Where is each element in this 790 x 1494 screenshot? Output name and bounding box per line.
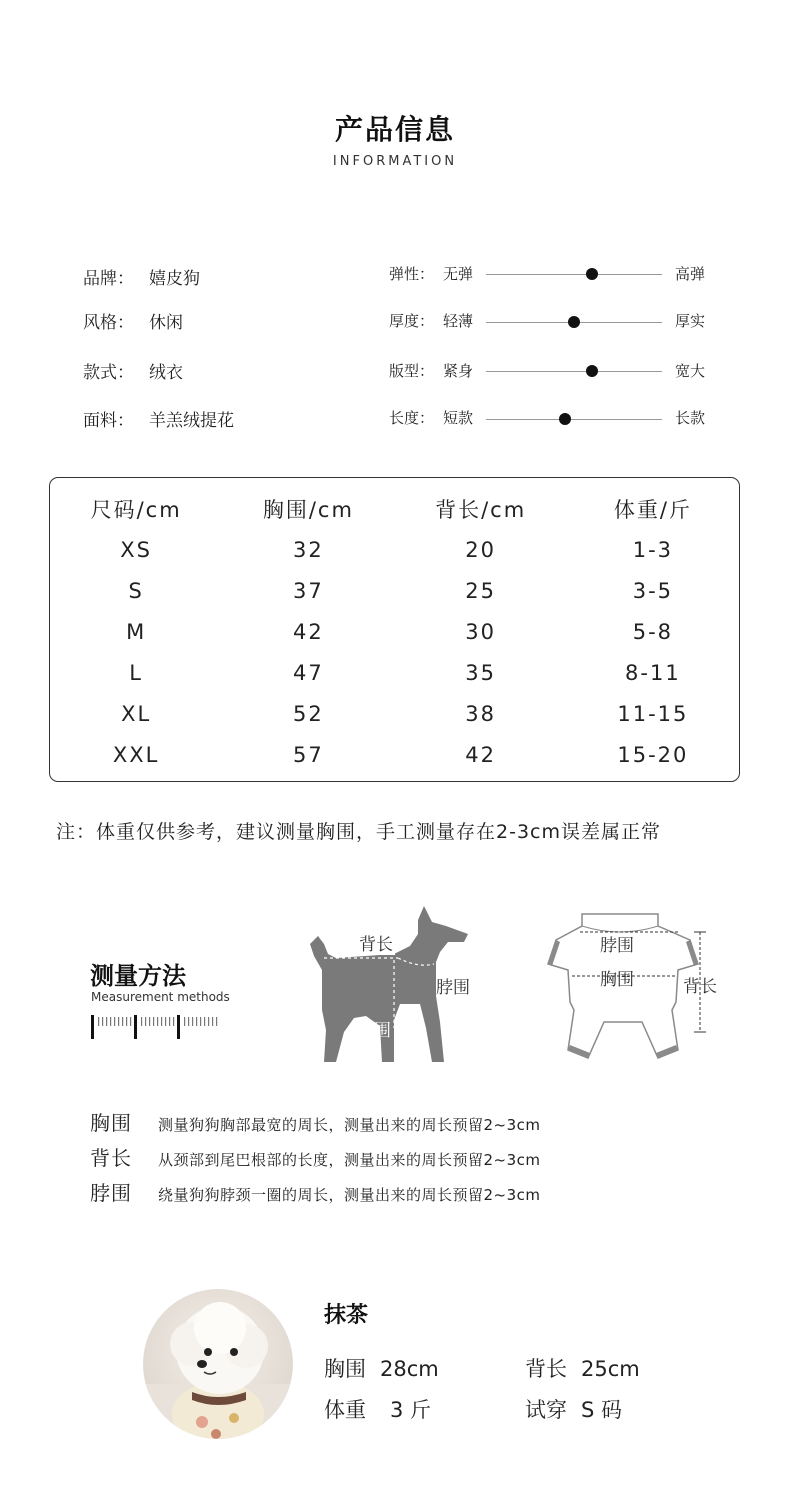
table-row (50, 570, 739, 611)
size-cell: L (129, 660, 143, 685)
scale-indicator (586, 268, 598, 280)
model-spec-weight (324, 1394, 431, 1424)
weight-cell: 3-5 (632, 578, 674, 603)
attr-value: 嬉皮狗 (149, 269, 200, 289)
size-cell: M (126, 619, 147, 644)
spec-value: 28cm (380, 1357, 439, 1381)
back-cell: 20 (465, 537, 496, 562)
spec-value: 25cm (581, 1357, 640, 1381)
scale-track (486, 371, 662, 372)
scale-low: 轻薄 (443, 312, 474, 330)
chest-cell: 37 (293, 578, 324, 603)
model-spec-size (525, 1394, 622, 1424)
scale-high: 长款 (675, 409, 706, 427)
attr-brand (83, 264, 200, 289)
scale-low: 短款 (443, 409, 474, 427)
table-row (50, 611, 739, 652)
definition-term: 背长 (90, 1146, 132, 1170)
size-cell: XS (120, 537, 152, 562)
definition-desc: 测量狗狗胸部最宽的周长，测量出来的周长预留2~3cm (158, 1116, 541, 1134)
spec-value: 3 斤 (390, 1398, 432, 1422)
attr-fabric (83, 406, 234, 431)
chest-cell: 47 (293, 660, 324, 685)
scale-thickness (389, 310, 719, 334)
table-row (50, 529, 739, 570)
size-cell: XXL (112, 742, 160, 767)
definition-row (90, 1142, 541, 1171)
back-cell: 25 (465, 578, 496, 603)
scale-high: 高弹 (675, 265, 706, 283)
definition-row (90, 1177, 541, 1206)
scale-indicator (559, 413, 571, 425)
attr-label: 风格： (83, 313, 134, 333)
measurement-subtitle: Measurement methods (91, 990, 230, 1004)
column-header: 胸围/cm (262, 497, 354, 522)
column-header: 尺码/cm (90, 497, 182, 522)
spec-value: S 码 (581, 1398, 623, 1422)
garment-neck-label: 脖围 (600, 936, 634, 956)
size-table (50, 488, 739, 775)
scale-label: 版型： (389, 362, 435, 380)
scale-track (486, 419, 662, 420)
attr-style (83, 308, 183, 333)
scale-label: 厚度： (389, 312, 435, 330)
size-chart (49, 477, 740, 782)
back-cell: 35 (465, 660, 496, 685)
back-cell: 38 (465, 701, 496, 726)
attr-label: 款式： (83, 363, 134, 383)
scale-elasticity (389, 263, 719, 287)
scale-high: 宽大 (675, 362, 706, 380)
weight-cell: 1-3 (632, 537, 674, 562)
size-cell: XL (121, 701, 152, 726)
weight-cell: 15-20 (617, 742, 689, 767)
ruler-icon (90, 1013, 220, 1041)
size-note: 注：体重仅供参考，建议测量胸围，手工测量存在2-3cm误差属正常 (56, 821, 661, 843)
spec-label: 体重 (324, 1398, 366, 1422)
model-spec-chest (324, 1353, 439, 1383)
scale-label: 长度： (389, 409, 435, 427)
chest-cell: 52 (293, 701, 324, 726)
dog-neck-label: 脖围 (436, 978, 470, 998)
chest-cell: 57 (293, 742, 324, 767)
table-row (50, 652, 739, 693)
chest-cell: 32 (293, 537, 324, 562)
model-dog-photo (142, 1288, 294, 1440)
definition-row (90, 1107, 541, 1136)
scale-length (389, 407, 719, 431)
attr-type (83, 358, 183, 383)
model-name: 抹茶 (324, 1303, 369, 1328)
page-title: 产品信息 (334, 113, 455, 146)
weight-cell: 5-8 (632, 619, 674, 644)
size-cell: S (128, 578, 144, 603)
measurement-title: 测量方法 (90, 962, 186, 990)
garment-chest-label: 胸围 (600, 970, 634, 990)
page-subtitle: INFORMATION (332, 154, 458, 169)
scale-indicator (568, 316, 580, 328)
attr-label: 面料： (83, 411, 134, 431)
dog-chest-label: 胸围 (357, 1021, 391, 1041)
scale-indicator (586, 365, 598, 377)
definition-term: 胸围 (90, 1111, 132, 1135)
attr-value: 羊羔绒提花 (149, 411, 234, 431)
scale-low: 无弹 (443, 265, 474, 283)
table-header-row (50, 488, 739, 529)
scale-label: 弹性： (389, 265, 435, 283)
attr-value: 绒衣 (149, 363, 183, 383)
back-cell: 42 (465, 742, 496, 767)
column-header: 体重/斤 (613, 497, 692, 522)
spec-label: 胸围 (324, 1357, 366, 1381)
spec-label: 试穿 (525, 1398, 567, 1422)
model-spec-back (525, 1353, 640, 1383)
chest-cell: 42 (293, 619, 324, 644)
definition-desc: 绕量狗狗脖颈一圈的周长，测量出来的周长预留2~3cm (158, 1186, 541, 1204)
dog-back-label: 背长 (357, 930, 395, 955)
scale-low: 紧身 (443, 362, 474, 380)
weight-cell: 8-11 (625, 660, 681, 685)
garment-back-label: 背长 (683, 977, 717, 997)
scale-high: 厚实 (675, 312, 706, 330)
spec-label: 背长 (525, 1357, 567, 1381)
column-header: 背长/cm (435, 497, 527, 522)
definition-term: 脖围 (90, 1181, 132, 1205)
attr-label: 品牌： (83, 269, 134, 289)
scale-fit (389, 360, 719, 384)
table-row (50, 734, 739, 775)
table-row (50, 693, 739, 734)
weight-cell: 11-15 (617, 701, 689, 726)
definition-desc: 从颈部到尾巴根部的长度，测量出来的周长预留2~3cm (158, 1151, 541, 1169)
attr-value: 休闲 (149, 313, 183, 333)
scale-track (486, 274, 662, 275)
back-cell: 30 (465, 619, 496, 644)
